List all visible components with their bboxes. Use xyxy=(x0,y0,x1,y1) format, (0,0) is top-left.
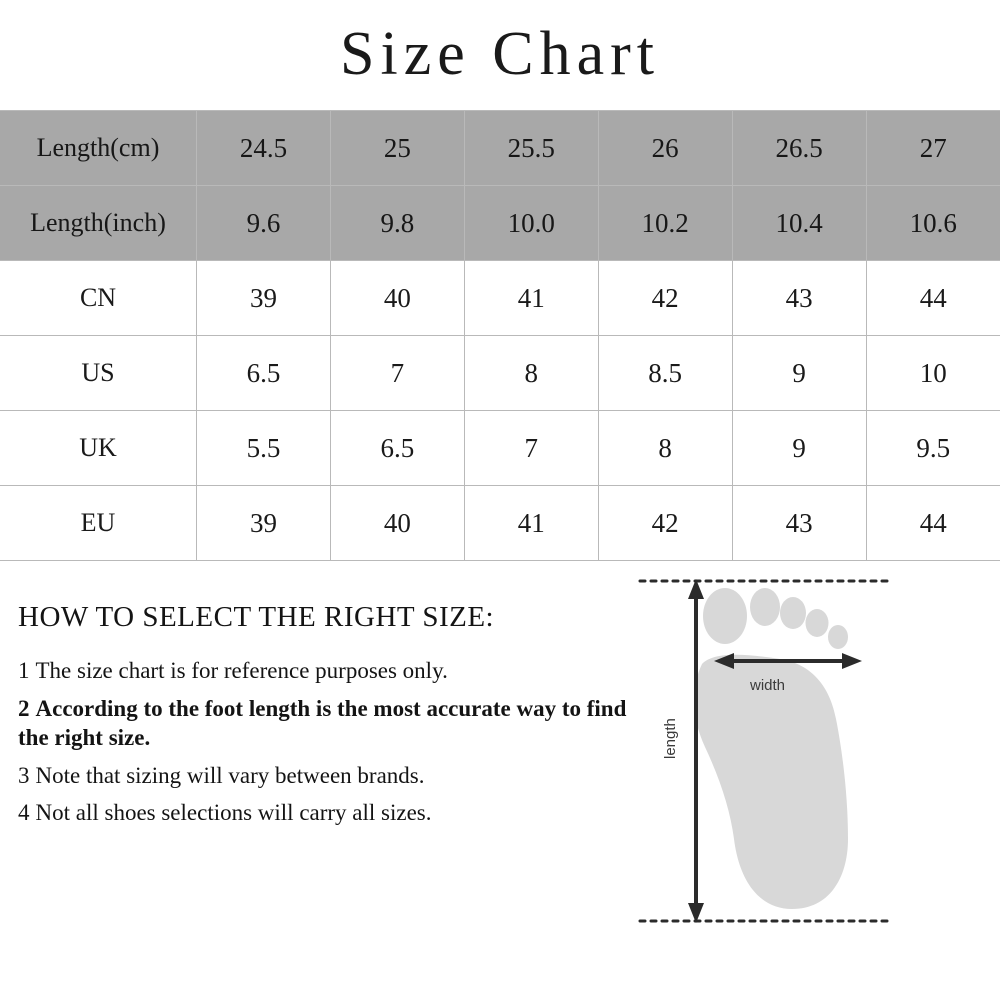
table-row xyxy=(0,261,1000,336)
table-cell: 10.0 xyxy=(464,186,598,261)
table-cell: 40 xyxy=(330,486,464,561)
list-item-number: 1 xyxy=(18,658,30,684)
list-item-number: 2 xyxy=(18,695,30,721)
table-cell: 10.2 xyxy=(598,186,732,261)
lower-section xyxy=(0,561,1000,961)
list-item-text: Note that sizing will vary between brands. xyxy=(35,762,425,788)
list-item-text: The size chart is for reference purposes only. xyxy=(35,658,448,684)
table-cell: 5.5 xyxy=(197,411,331,486)
table-row xyxy=(0,486,1000,561)
table-cell: 41 xyxy=(464,486,598,561)
table-cell: 43 xyxy=(732,261,866,336)
table-cell: 10.4 xyxy=(732,186,866,261)
table-cell: 39 xyxy=(197,486,331,561)
table-row xyxy=(0,111,1000,186)
page-title: Size Chart xyxy=(340,20,660,88)
foot-diagram-svg xyxy=(630,569,960,959)
row-label: EU xyxy=(0,486,197,561)
table-cell: 7 xyxy=(464,411,598,486)
table-cell: 26.5 xyxy=(732,111,866,186)
table-cell: 42 xyxy=(598,261,732,336)
list-item xyxy=(18,761,638,790)
row-label: CN xyxy=(0,261,197,336)
row-label: Length(cm) xyxy=(0,111,197,186)
table-cell: 9.5 xyxy=(866,411,1000,486)
table-cell: 10.6 xyxy=(866,186,1000,261)
size-table xyxy=(0,110,1000,561)
length-arrow-icon xyxy=(688,579,704,923)
table-row xyxy=(0,186,1000,261)
table-cell: 6.5 xyxy=(330,411,464,486)
table-cell: 10 xyxy=(866,336,1000,411)
table-cell: 27 xyxy=(866,111,1000,186)
how-to-select-block xyxy=(18,601,638,835)
table-cell: 9 xyxy=(732,411,866,486)
table-cell: 9.6 xyxy=(197,186,331,261)
length-label: length xyxy=(662,718,679,760)
list-item-number: 4 xyxy=(18,799,30,825)
table-cell: 25 xyxy=(330,111,464,186)
table-cell: 8.5 xyxy=(598,336,732,411)
how-to-heading: HOW TO SELECT THE RIGHT SIZE: xyxy=(18,601,495,634)
table-row xyxy=(0,411,1000,486)
width-label: width xyxy=(750,677,786,695)
table-cell: 25.5 xyxy=(464,111,598,186)
table-cell: 6.5 xyxy=(197,336,331,411)
table-cell: 9.8 xyxy=(330,186,464,261)
table-row xyxy=(0,336,1000,411)
table-cell: 39 xyxy=(197,261,331,336)
table-cell: 44 xyxy=(866,486,1000,561)
list-item xyxy=(18,656,638,685)
how-to-list xyxy=(18,656,638,827)
row-label: US xyxy=(0,336,197,411)
table-cell: 26 xyxy=(598,111,732,186)
table-cell: 40 xyxy=(330,261,464,336)
table-cell: 44 xyxy=(866,261,1000,336)
list-item-number: 3 xyxy=(18,762,30,788)
size-table-body xyxy=(0,111,1000,561)
row-label: UK xyxy=(0,411,197,486)
table-cell: 9 xyxy=(732,336,866,411)
table-cell: 8 xyxy=(598,411,732,486)
table-cell: 8 xyxy=(464,336,598,411)
foot-measurement-diagram xyxy=(630,569,960,959)
table-cell: 43 xyxy=(732,486,866,561)
table-cell: 24.5 xyxy=(197,111,331,186)
list-item xyxy=(18,694,638,753)
foot-shape-icon xyxy=(694,588,848,909)
table-cell: 42 xyxy=(598,486,732,561)
table-cell: 7 xyxy=(330,336,464,411)
row-label: Length(inch) xyxy=(0,186,197,261)
list-item-text: Not all shoes selections will carry all sizes. xyxy=(35,799,432,825)
table-cell: 41 xyxy=(464,261,598,336)
list-item-text: According to the foot length is the most accurate way to find the right size. xyxy=(18,695,627,751)
list-item xyxy=(18,798,638,827)
